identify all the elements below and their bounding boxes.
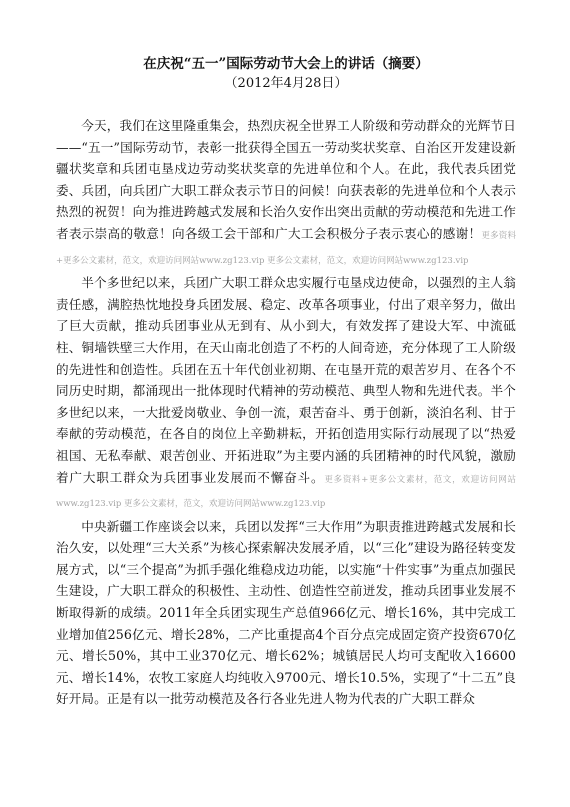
paragraph-1-text: 今天，我们在这里隆重集会，热烈庆祝全世界工人阶级和劳动群众的光辉节日——“五一”国际劳动节，表彰一批获得全国五一劳动奖状奖章、自治区开发建设新疆状奖章和兵团屯垦戍边劳动奖状奖章的先进单位和个人。在此，我代表兵团党委、兵团，向兵团广大职工群众表示节日的问候！向获表彰的先进单位和个人表示热烈的祝贺！向为推进跨越式发展和长治久安作出突出贡献的劳动模范和先进工作者表示崇高的敬意！向各级工会干部和广大工会积极分子表示衷心的感谢！ [56, 118, 516, 241]
watermark-text-2: 更多资料+更多公文素材，范文，欢迎访问网站www.zg123.vip 更多公文素材，范文，欢迎访问网站www.zg123.vip [56, 474, 516, 510]
paragraph-2 [56, 272, 516, 516]
document-title: 在庆祝“五一”国际劳动节大会上的讲话（摘要） [143, 56, 429, 72]
paragraph-3-text: 中央新疆工作座谈会以来，兵团以发挥“三大作用”为职责推进跨越式发展和长治久安，以处理“三大关系”为核心探索解决发展矛盾，以“三化”建设为路径转变发展方式，以“三个提高”为抓手强化维稳戍边功能，以实施“十件实事”为重点加强民生建设，广大职工群众的积极性、主动性、创造性空前迸发，推动兵团事业发展不断取得新的成绩。2011年全兵团实现生产总值966亿元、增长16%，其中完成工业增加值256亿元、增长28%，二产比重提高4个百分点完成固定资产投资670亿元、增长50%，其中工业370亿元、增长62%；城镇居民人均可支配收入16600元、增长14%，农牧工家庭人均纯收入9700元、增长10.5%，实现了“十二五”良好开局。正是有以一批劳动模范及各行各业先进人物为代表的广大职工群众 [56, 518, 516, 707]
paragraph-1 [56, 115, 516, 272]
paragraph-3 [56, 516, 516, 710]
watermark-text-1: 更多资料+更多公文素材，范文，欢迎访问网站www.zg123.vip 更多公文素材，范文，欢迎访问网站www.zg123.vip [56, 230, 516, 266]
paragraph-2-text: 半个多世纪以来，兵团广大职工群众忠实履行屯垦戍边使命，以强烈的主人翁责任感，满腔热忱地投身兵团发展、稳定、改革各项事业，付出了艰辛努力，做出了巨大贡献，推动兵团事业从无到有、从小到大，有效发挥了建设大军、中流砥柱、铜墙铁壁三大作用，在天山南北创造了不朽的人间奇迹，充分体现了工人阶级的先进性和创造性。兵团在五十年代创业初期、在屯垦开荒的艰苦岁月、在各个不同历史时期，都涌现出一批体现时代精神的劳动模范、典型人物和先进代表。半个多世纪以来，一大批爱岗敬业、争创一流，艰苦奋斗、勇于创新，淡泊名利、甘于奉献的劳动模范，在各自的岗位上辛勤耕耘，开拓创造用实际行动展现了以“热爱祖国、无私奉献、艰苦创业、开拓进取”为主要内涵的兵团精神的时代风貌，激励着广大职工群众为兵团事业发展而不懈奋斗。 [56, 275, 516, 485]
document-date: （2012年4月28日） [224, 76, 348, 91]
document-page [56, 54, 516, 710]
